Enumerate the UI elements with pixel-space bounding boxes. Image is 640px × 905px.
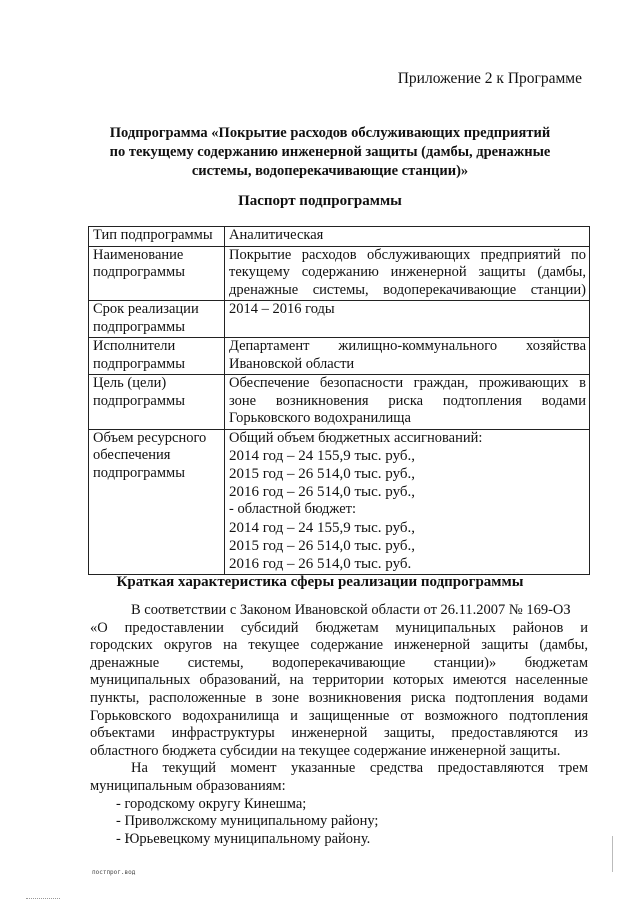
list-item: - Приволжскому муниципальному району; <box>116 813 379 830</box>
row-label-line: подпрограммы <box>93 392 185 409</box>
budget-line: Общий объем бюджетных ассигнований: <box>229 429 483 446</box>
row-value <box>225 246 590 301</box>
appendix-label: Приложение 2 к Программе <box>397 70 582 87</box>
row-label-line: подпрограммы <box>93 355 185 372</box>
row-label-line: Тип подпрограммы <box>93 227 213 243</box>
body-line: На текущий момент указанные средства предоставляются трем <box>131 760 588 777</box>
table-row <box>89 338 590 375</box>
row-label-line: Объем ресурсного <box>93 429 207 446</box>
table-row <box>89 301 590 338</box>
row-label-line: Цель (цели) <box>93 375 167 391</box>
list-item: - городскому округу Кинешма; <box>116 795 307 812</box>
row-label <box>89 301 225 338</box>
table-row <box>89 429 590 574</box>
row-label <box>89 429 225 574</box>
passport-title: Паспорт подпрограммы <box>238 193 402 209</box>
row-label-line: обеспечения <box>93 447 171 463</box>
body-line: городских округов на текущее содержание инженерной защиты (дамбы, <box>90 637 588 654</box>
row-value <box>225 375 590 430</box>
row-label-line: подпрограммы <box>93 264 185 280</box>
row-value-line: Ивановской области <box>229 355 355 372</box>
scan-speck <box>26 898 60 901</box>
budget-line: 2015 год – 26 514,0 тыс. руб., <box>229 537 416 554</box>
row-value-line: Обеспечение безопасности граждан, проживающих в <box>229 375 586 391</box>
body-line: «О предоставлении субсидий бюджетам муниципальных районов и <box>90 619 588 636</box>
row-value <box>225 338 590 375</box>
subprogram-title-line: Подпрограмма «Покрытие расходов обслуживающих предприятий <box>109 125 551 141</box>
row-label <box>89 375 225 430</box>
row-label <box>89 338 225 375</box>
row-value-line: Горьковского водохранилища <box>229 410 411 426</box>
row-value-line: 2014 – 2016 годы <box>229 301 335 317</box>
body-line: пункты, расположенные в зоне возникновения риска подтопления водами <box>90 689 588 706</box>
row-value-line: зоне возникновения риска подтопления водами <box>229 392 586 409</box>
row-value-line: дренажные системы, водоперекачивающие станции) <box>229 281 586 298</box>
body-line: муниципальным образованиям: <box>90 777 286 794</box>
row-value-line: Департамент жилищно-коммунального хозяйства <box>229 338 586 354</box>
row-label <box>89 227 225 247</box>
row-value <box>225 301 590 338</box>
table-row <box>89 246 590 301</box>
row-label-line: подпрограммы <box>93 464 185 481</box>
list-item: - Юрьевецкому муниципальному району. <box>116 830 371 847</box>
row-label <box>89 246 225 301</box>
budget-line: 2015 год – 26 514,0 тыс. руб., <box>229 466 416 482</box>
budget-line: 2016 год – 26 514,0 тыс. руб. <box>229 555 412 572</box>
row-label-line: Исполнители <box>93 338 176 354</box>
table-row <box>89 375 590 430</box>
row-value-line: Покрытие расходов обслуживающих предприятий по <box>229 246 586 263</box>
subprogram-title-line: по текущему содержанию инженерной защиты (дамбы, дренажные <box>109 144 551 160</box>
row-value-line: Аналитическая <box>229 227 324 243</box>
footer-file-mark: постпрог.вод <box>92 869 136 876</box>
body-line: Горьковского водохранилища и защищенные от возможного подтопления <box>90 707 588 724</box>
body-text <box>90 602 588 848</box>
body-line: муниципальных образований, на территории которых имеются населенные <box>90 672 588 689</box>
budget-line: 2014 год – 24 155,9 тыс. руб., <box>229 448 416 464</box>
row-label-line: подпрограммы <box>93 318 185 335</box>
budget-line: 2016 год – 26 514,0 тыс. руб., <box>229 484 416 500</box>
body-line: дренажные системы, водоперекачивающие станции)» бюджетам <box>90 654 588 671</box>
row-label-line: Срок реализации <box>93 301 199 317</box>
budget-line: - областной бюджет: <box>229 501 357 517</box>
section-title: Краткая характеристика сферы реализации подпрограммы <box>116 574 524 590</box>
row-value-line: текущему содержанию инженерной защиты (дамбы, <box>229 264 586 280</box>
subprogram-title <box>80 124 580 181</box>
scan-margin-mark <box>612 836 613 872</box>
table-row <box>89 227 590 247</box>
subprogram-title-line: системы, водоперекачивающие станции)» <box>191 163 469 179</box>
budget-line: 2014 год – 24 155,9 тыс. руб., <box>229 519 416 536</box>
body-line: областного бюджета субсидии на текущее содержание инженерной защиты. <box>90 742 561 759</box>
body-line: объектами инфраструктуры инженерной защиты, предоставляются из <box>90 725 588 742</box>
row-value <box>225 227 590 247</box>
passport-table <box>88 226 590 575</box>
row-label-line: Наименование <box>93 246 184 263</box>
row-value <box>225 429 590 574</box>
body-line: В соответствии с Законом Ивановской области от 26.11.2007 № 169-ОЗ <box>131 602 571 618</box>
